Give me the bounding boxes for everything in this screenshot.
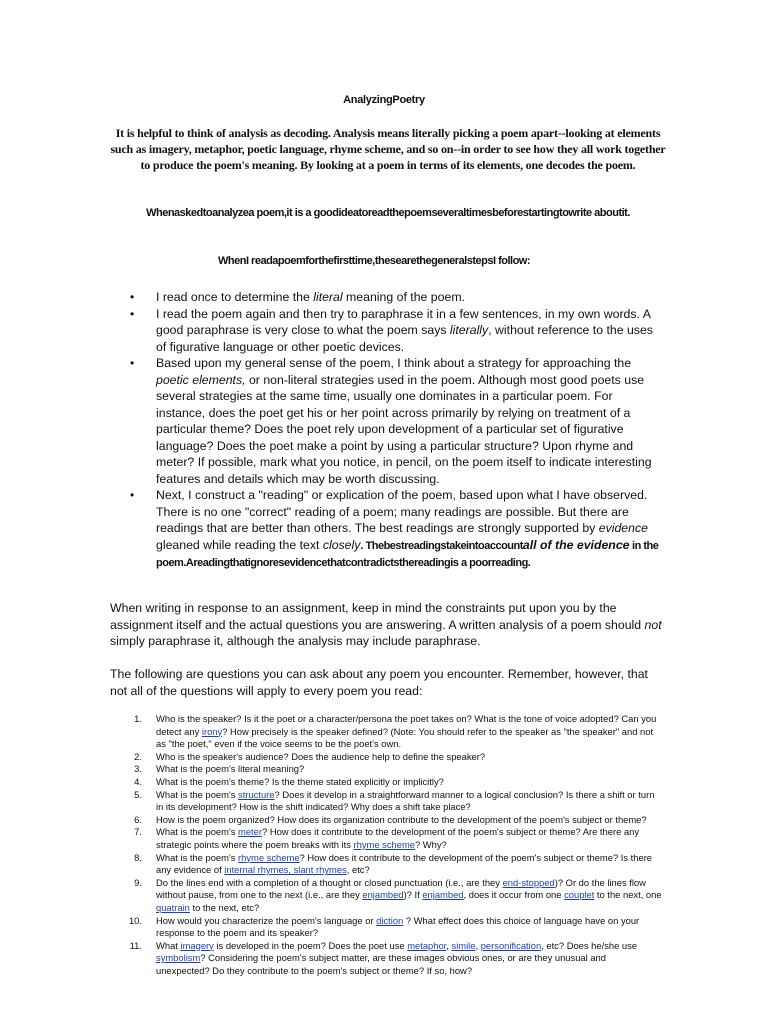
bullet-icon: • <box>130 306 135 321</box>
list-item: • Next, I construct a "reading" or explication of the poem, based upon what I have observed. There is no one "correct" reading of a poem; many readings are possible. But there are readings that are better than others. The best readings are strongly supported by evidence gleaned while reading the text closely. Thebestreadingstakeintoaccountall of the evidence in the poem.Areadingthatignoresevidencethatcontradictsthereadingis a poorreading. <box>130 488 659 569</box>
structure-link[interactable]: structure <box>238 788 275 800</box>
symbolism-link[interactable]: symbolism <box>156 952 201 964</box>
imagery-link[interactable]: imagery <box>180 939 214 951</box>
list-item: 6. How is the poem organized? How does its organization contribute to the development of the poem's subject or theme? <box>134 813 647 825</box>
document-title: AnalyzingPoetry <box>343 94 425 106</box>
diction-link[interactable]: diction <box>376 914 404 926</box>
intro-paragraph: It is helpful to think of analysis as decoding. Analysis means literally picking a poem apart--looking at elements such as imagery, metaphor, poetic language, rhyme scheme, and so on--in order to see how they all work together to produce the poem's meaning. By looking at a poem in terms of its elements, one decodes the poem. <box>110 126 666 172</box>
internal-slant-rhymes-link[interactable]: internal rhymes, slant rhymes <box>224 864 347 876</box>
meter-link[interactable]: meter <box>238 826 262 838</box>
advice-paragraph: Whenaskedtoanalyzea poem,it is a goodideatoreadthepoemseveraltimesbeforestartingtowrite aboutit. <box>146 207 630 219</box>
list-item: 8. What is the poem's rhyme scheme? How does it contribute to the development of the poem's subject or theme? Is there any evidence of internal rhymes, slant rhymes, etc? <box>134 851 653 876</box>
bullet-icon: • <box>130 488 135 502</box>
couplet-link[interactable]: couplet <box>564 889 595 901</box>
steps-heading: WhenI readapoemforthefirsttime,thesearethegeneralstepsI follow: <box>218 255 531 267</box>
steps-list <box>110 289 660 572</box>
list-item: • I read once to determine the literal meaning of the poem. <box>130 290 465 304</box>
end-stopped-link[interactable]: end-stopped <box>502 876 555 888</box>
rhyme-scheme-link[interactable]: rhyme scheme <box>238 851 300 863</box>
quatrain-link[interactable]: quatrain <box>156 901 190 913</box>
list-item: 3. What is the poem's literal meaning? <box>134 763 305 775</box>
rhyme-scheme-link[interactable]: rhyme scheme <box>353 838 415 850</box>
list-item: 5. What is the poem's structure? Does it develop in a straightforward manner to a logical conclusion? Is there a shift or turn in its development? How is the shift indicated? Why does a shift take place? <box>134 788 655 813</box>
list-item: 10. How would you characterize the poem's language or diction ? What effect does this choice of language have on your response to the poem and its speaker? <box>128 914 640 939</box>
list-item: • Based upon my general sense of the poem, I think about a strategy for approaching the poetic elements, or non-literal strategies used in the poem. Although most good poets use several strategies at the same time, usually one dominates in a particular poem. For instance, does the poet get his or her point across primarily by relying on treatment of a particular theme? Does the poet rely upon development of a particular set of figurative language? Does the poet make a point by using a particular structure? Upon rhyme and meter? If possible, mark what you notice, in pencil, on the poem itself to indicate interesting features and details which may be worth discussing. <box>130 356 652 486</box>
enjambed-link[interactable]: enjambed <box>422 889 464 901</box>
irony-link[interactable]: irony <box>201 725 223 737</box>
metaphor-link[interactable]: metaphor <box>407 939 447 951</box>
bullet-icon: • <box>130 356 135 370</box>
list-item: • I read the poem again and then try to paraphrase it in a few sentences, in my own words. A good paraphrase is very close to what the poem says literally, without reference to the uses of figurative language or other poetic devices. <box>130 306 653 354</box>
enjambed-link[interactable]: enjambed <box>362 889 404 901</box>
personification-link[interactable]: personification <box>480 939 542 951</box>
questions-list <box>110 713 662 977</box>
list-item: 4. What is the poem's theme? Is the theme stated explicitly or implicitly? <box>134 775 444 787</box>
list-item: 1. Who is the speaker? Is it the poet or a character/persona the poet takes on? What is the tone of voice adopted? Can you detect any irony? How precisely is the speaker defined? (Note: You should refer to the speaker as "the speaker" and not as "the poet," even if the voice seems to be the poet's own. <box>134 713 657 750</box>
assignment-paragraph: When writing in response to an assignment, keep in mind the constraints put upon you by the assignment itself and the actual questions you are answering. A written analysis of a poem should not simply paraphrase it, although the analysis may include paraphrase. <box>110 601 662 648</box>
simile-link[interactable]: simile <box>451 939 476 951</box>
bullet-icon: • <box>130 290 135 304</box>
list-item: 9. Do the lines end with a completion of a thought or closed punctuation (i.e., are they end-stopped)? Or do the lines flow without pause, from one to the next (i.e., are they enjambed)? If enjambed, does it occur from one couplet to the next, one quatrain to the next, etc? <box>134 876 662 913</box>
questions-intro-paragraph: The following are questions you can ask about any poem you encounter. Remember, however, that not all of the questions will apply to every poem you read: <box>110 667 648 698</box>
list-item: 7. What is the poem's meter? How does it contribute to the development of the poem's subject or theme? Are there any strategic points where the poem breaks with its rhyme scheme? Why? <box>134 826 640 850</box>
list-item: 2. Who is the speaker's audience? Does the audience help to define the speaker? <box>134 750 486 762</box>
list-item: 11. What imagery is developed in the poem? Does the poet use metaphor, simile, personification, etc? Does he/she use symbolism? Considering the poem's subject matter, are these images obvious ones, or are they unusual and unexpected? Do they contribute to the poem's subject or theme? If so, how? <box>129 939 638 976</box>
